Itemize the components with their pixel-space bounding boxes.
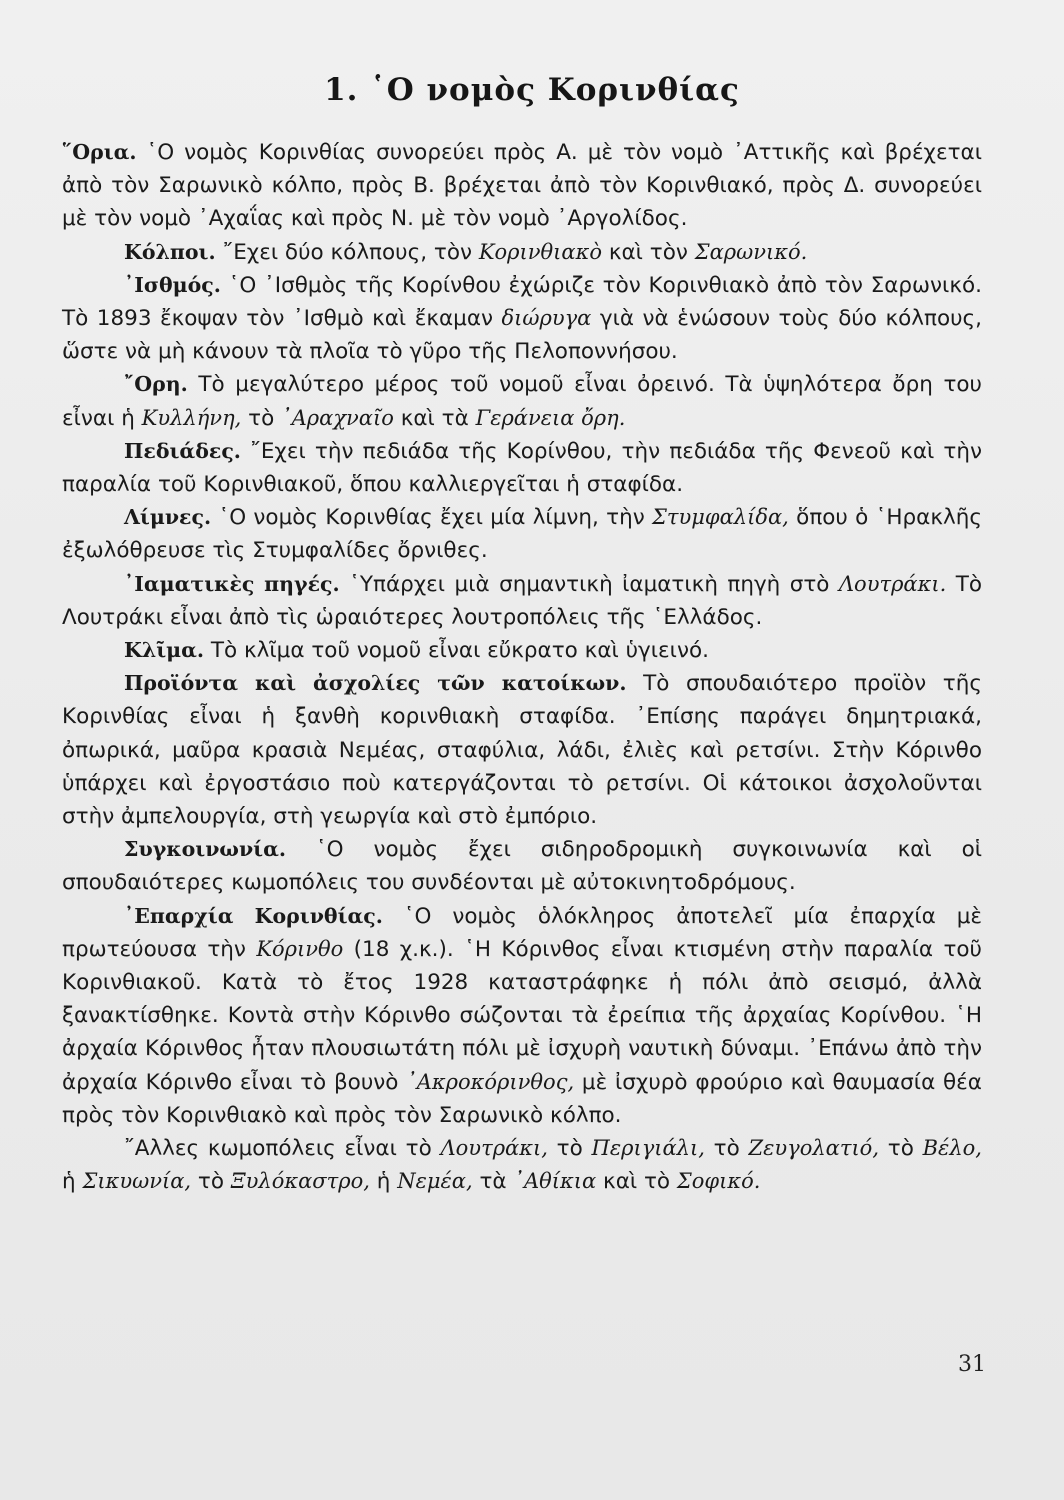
paragraph-text: (18 χ.κ.). ῾Η Κόρινθος εἶναι κτισμένη στὴν παραλία τοῦ Κορινθιακοῦ. Κατὰ τὸ ἔτος 1928 καταστράφηκε ἡ πόλι ἀπὸ σεισμό, ἀλλὰ ξανακτίσθηκε. Κοντὰ στὴν Κόρινθο σώζονται τὰ ἐρείπια τῆς ἀρχαίας Κορίνθου. ῾Η ἀρχαία Κόρινθος ἦταν πλουσιωτάτη πόλι μὲ ἰσχυρὴ ναυτικὴ δύναμι. ᾿Επάνω ἀπὸ τὴν ἀρχαία Κόρινθο εἶναι τὸ βουνὸ: [62, 936, 982, 1095]
section-heading: Συγκοινωνία.: [124, 837, 287, 862]
section-heading: Λίμνες.: [124, 505, 212, 530]
page-number: 31: [958, 1352, 986, 1377]
paragraph-text: καὶ τὰ: [393, 405, 476, 431]
paragraph-text: ἡ: [62, 1169, 83, 1195]
section-heading: Κλῖμα.: [124, 638, 205, 663]
place-name: Κόρινθο: [256, 936, 344, 961]
paragraph-text: ῎Εχει δύο κόλπους, τὸν: [215, 239, 479, 265]
section-heading: Κόλποι.: [124, 239, 216, 264]
body-text: [62, 136, 982, 1199]
paragraph-text: τὸ: [547, 1136, 592, 1162]
paragraph-text: τὸ: [241, 405, 282, 431]
paragraph: [62, 568, 982, 634]
place-name: Λουτράκι,: [440, 1136, 548, 1161]
paragraph-text: ῎Αλλες κωμοπόλεις εἶναι τὸ: [124, 1136, 441, 1162]
paragraph: [62, 501, 982, 567]
paragraph-text: ῾Ο νομὸς ἔχει σιδηροδρομικὴ συγκοινωνία καὶ οἱ σπουδαιότερες κωμοπόλεις του συνδέονται μὲ αὐτοκινητοδρόμους.: [62, 837, 982, 896]
place-name: Βέλο,: [922, 1136, 982, 1161]
place-name: ᾿Ακροκόρινθος,: [406, 1069, 575, 1094]
paragraph-text: ῾Ο νομὸς Κορινθίας συνορεύει πρὸς Α. μὲ τὸν νομὸ ᾿Αττικῆς καὶ βρέχεται ἀπὸ τὸν Σαρωνικὸ κόλπο, πρὸς Β. βρέχεται ἀπὸ τὸν Κορινθιακό, πρὸς Δ. συνορεύει μὲ τὸν νομὸ ᾿Αχαΐας καὶ πρὸς Ν. μὲ τὸν νομὸ ᾿Αργολίδος.: [62, 140, 982, 232]
paragraph-text: ὅπου ὁ ῾Ηρακλῆς ἐξωλόθρευσε τὶς Στυμφαλίδες ὄρνιθες.: [62, 505, 982, 564]
section-heading: Προϊόντα καὶ ἀσχολίες τῶν κατοίκων.: [124, 671, 627, 696]
paragraph: [62, 136, 982, 236]
section-heading: ᾿Ιαματικὲς πηγές.: [124, 571, 340, 596]
paragraph-text: τὰ: [472, 1169, 514, 1195]
paragraph-text: τὸ: [704, 1136, 749, 1162]
place-name: Σικυωνία,: [82, 1169, 192, 1194]
paragraph-text: ἡ: [369, 1169, 398, 1195]
place-name: ᾿Αραχναῖο: [281, 405, 394, 430]
paragraph-text: μὲ ἰσχυρὸ φρούριο καὶ θαυμασία θέα πρὸς τὸν Κορινθιακὸ καὶ πρὸς τὸν Σαρωνικὸ κόλπο.: [62, 1069, 982, 1128]
place-name: Νεμέα,: [397, 1169, 473, 1194]
place-name: Σοφικό.: [676, 1169, 761, 1194]
section-heading: ᾿Ισθμός.: [124, 272, 221, 297]
paragraph: [62, 833, 982, 899]
paragraph-text: Τὸ σπουδαιότερο προϊὸν τῆς Κορινθίας εἶναι ἡ ξανθὴ κορινθιακὴ σταφίδα. ᾿Επίσης παράγει δημητριακά, ὀπωρικά, μαῦρα κρασιὰ Νεμέας, σταφύλια, λάδι, ἐλιὲς καὶ ρετσίνι. Στὴν Κόρινθο ὑπάρχει καὶ ἐργοστάσιο ποὺ κατεργάζονται τὸ ρετσίνι. Οἱ κάτοικοι ἀσχολοῦνται στὴν ἀμπελουργία, στὴ γεωργία καὶ στὸ ἐμπόριο.: [62, 671, 982, 830]
paragraph: [62, 667, 982, 833]
paragraph-text: ῎Εχει τὴν πεδιάδα τῆς Κορίνθου, τὴν πεδιάδα τῆς Φενεοῦ καὶ τὴν παραλία τοῦ Κορινθιακοῦ, ὅπου καλλιεργεῖται ἡ σταφίδα.: [62, 438, 982, 498]
place-name: Κορινθιακὸ: [478, 239, 602, 264]
paragraph-text: γιὰ νὰ ἑνώσουν τοὺς δύο κόλπους, ὥστε νὰ μὴ κάνουν τὰ πλοῖα τὸ γῦρο τῆς Πελοποννήσου.: [62, 306, 982, 365]
paragraph: [62, 236, 982, 269]
paragraph-text: τὸ: [191, 1169, 231, 1195]
section-heading: Πεδιάδες.: [124, 438, 241, 463]
page-title: 1. ῾Ο νομὸς Κορινθίας: [324, 72, 740, 108]
place-name: Ζευγολατιό,: [748, 1136, 879, 1161]
paragraph-text: Τὸ κλῖμα τοῦ νομοῦ εἶναι εὔκρατο καὶ ὑγιεινό.: [204, 638, 709, 664]
paragraph-text: ῾Ο ᾿Ισθμὸς τῆς Κορίνθου ἐχώριζε τὸν Κορινθιακὸ ἀπὸ τὸν Σαρωνικό. Τὸ 1893 ἔκοψαν τὸν ᾿Ισθμὸ καὶ ἔκαμαν: [62, 272, 982, 332]
paragraph: [62, 435, 982, 501]
paragraph: [62, 269, 982, 369]
paragraph-text: Τὸ Λουτράκι εἶναι ἀπὸ τὶς ὡραιότερες λουτροπόλεις τῆς ῾Ελλάδος.: [62, 571, 983, 630]
paragraph: [62, 368, 982, 434]
place-name: Γεράνεια ὄρη.: [475, 405, 626, 430]
paragraph-text: ῾Υπάρχει μιὰ σημαντικὴ ἰαματικὴ πηγὴ στὸ: [339, 571, 839, 597]
paragraph-text: ῾Ο νομὸς Κορινθίας ἔχει μία λίμνη, τὴν: [211, 505, 653, 531]
paragraph-text: καὶ τὸ: [596, 1169, 677, 1195]
section-heading: ῞Ορια.: [62, 140, 137, 164]
place-name: ᾿Αθίκια: [513, 1169, 597, 1194]
place-name: διώρυγα: [501, 306, 592, 331]
place-name: Λουτράκι.: [838, 571, 947, 596]
place-name: Κυλλήνη,: [141, 405, 242, 430]
place-name: Σαρωνικό.: [694, 239, 808, 264]
paragraph-text: Τὸ μεγαλύτερο μέρος τοῦ νομοῦ εἶναι ὀρεινό. Τὰ ὑψηλότερα ὄρη του εἶναι ἡ: [62, 372, 982, 431]
place-name: Ξυλόκαστρο,: [230, 1169, 370, 1194]
paragraph-text: ῾Ο νομὸς ὁλόκληρος ἀποτελεῖ μία ἐπαρχία μὲ πρωτεύουσα τὴν: [62, 903, 982, 962]
place-name: Περιγιάλι,: [591, 1136, 705, 1161]
place-name: Στυμφαλίδα,: [652, 505, 789, 530]
paragraph-text: καὶ τὸν: [601, 239, 695, 265]
paragraph: [62, 634, 982, 667]
section-heading: ᾿Επαρχία Κορινθίας.: [124, 903, 383, 928]
section-heading: ῎Ορη.: [124, 372, 188, 397]
paragraph-text: τὸ: [879, 1136, 923, 1162]
paragraph: [62, 900, 982, 1132]
paragraph: [62, 1132, 982, 1198]
